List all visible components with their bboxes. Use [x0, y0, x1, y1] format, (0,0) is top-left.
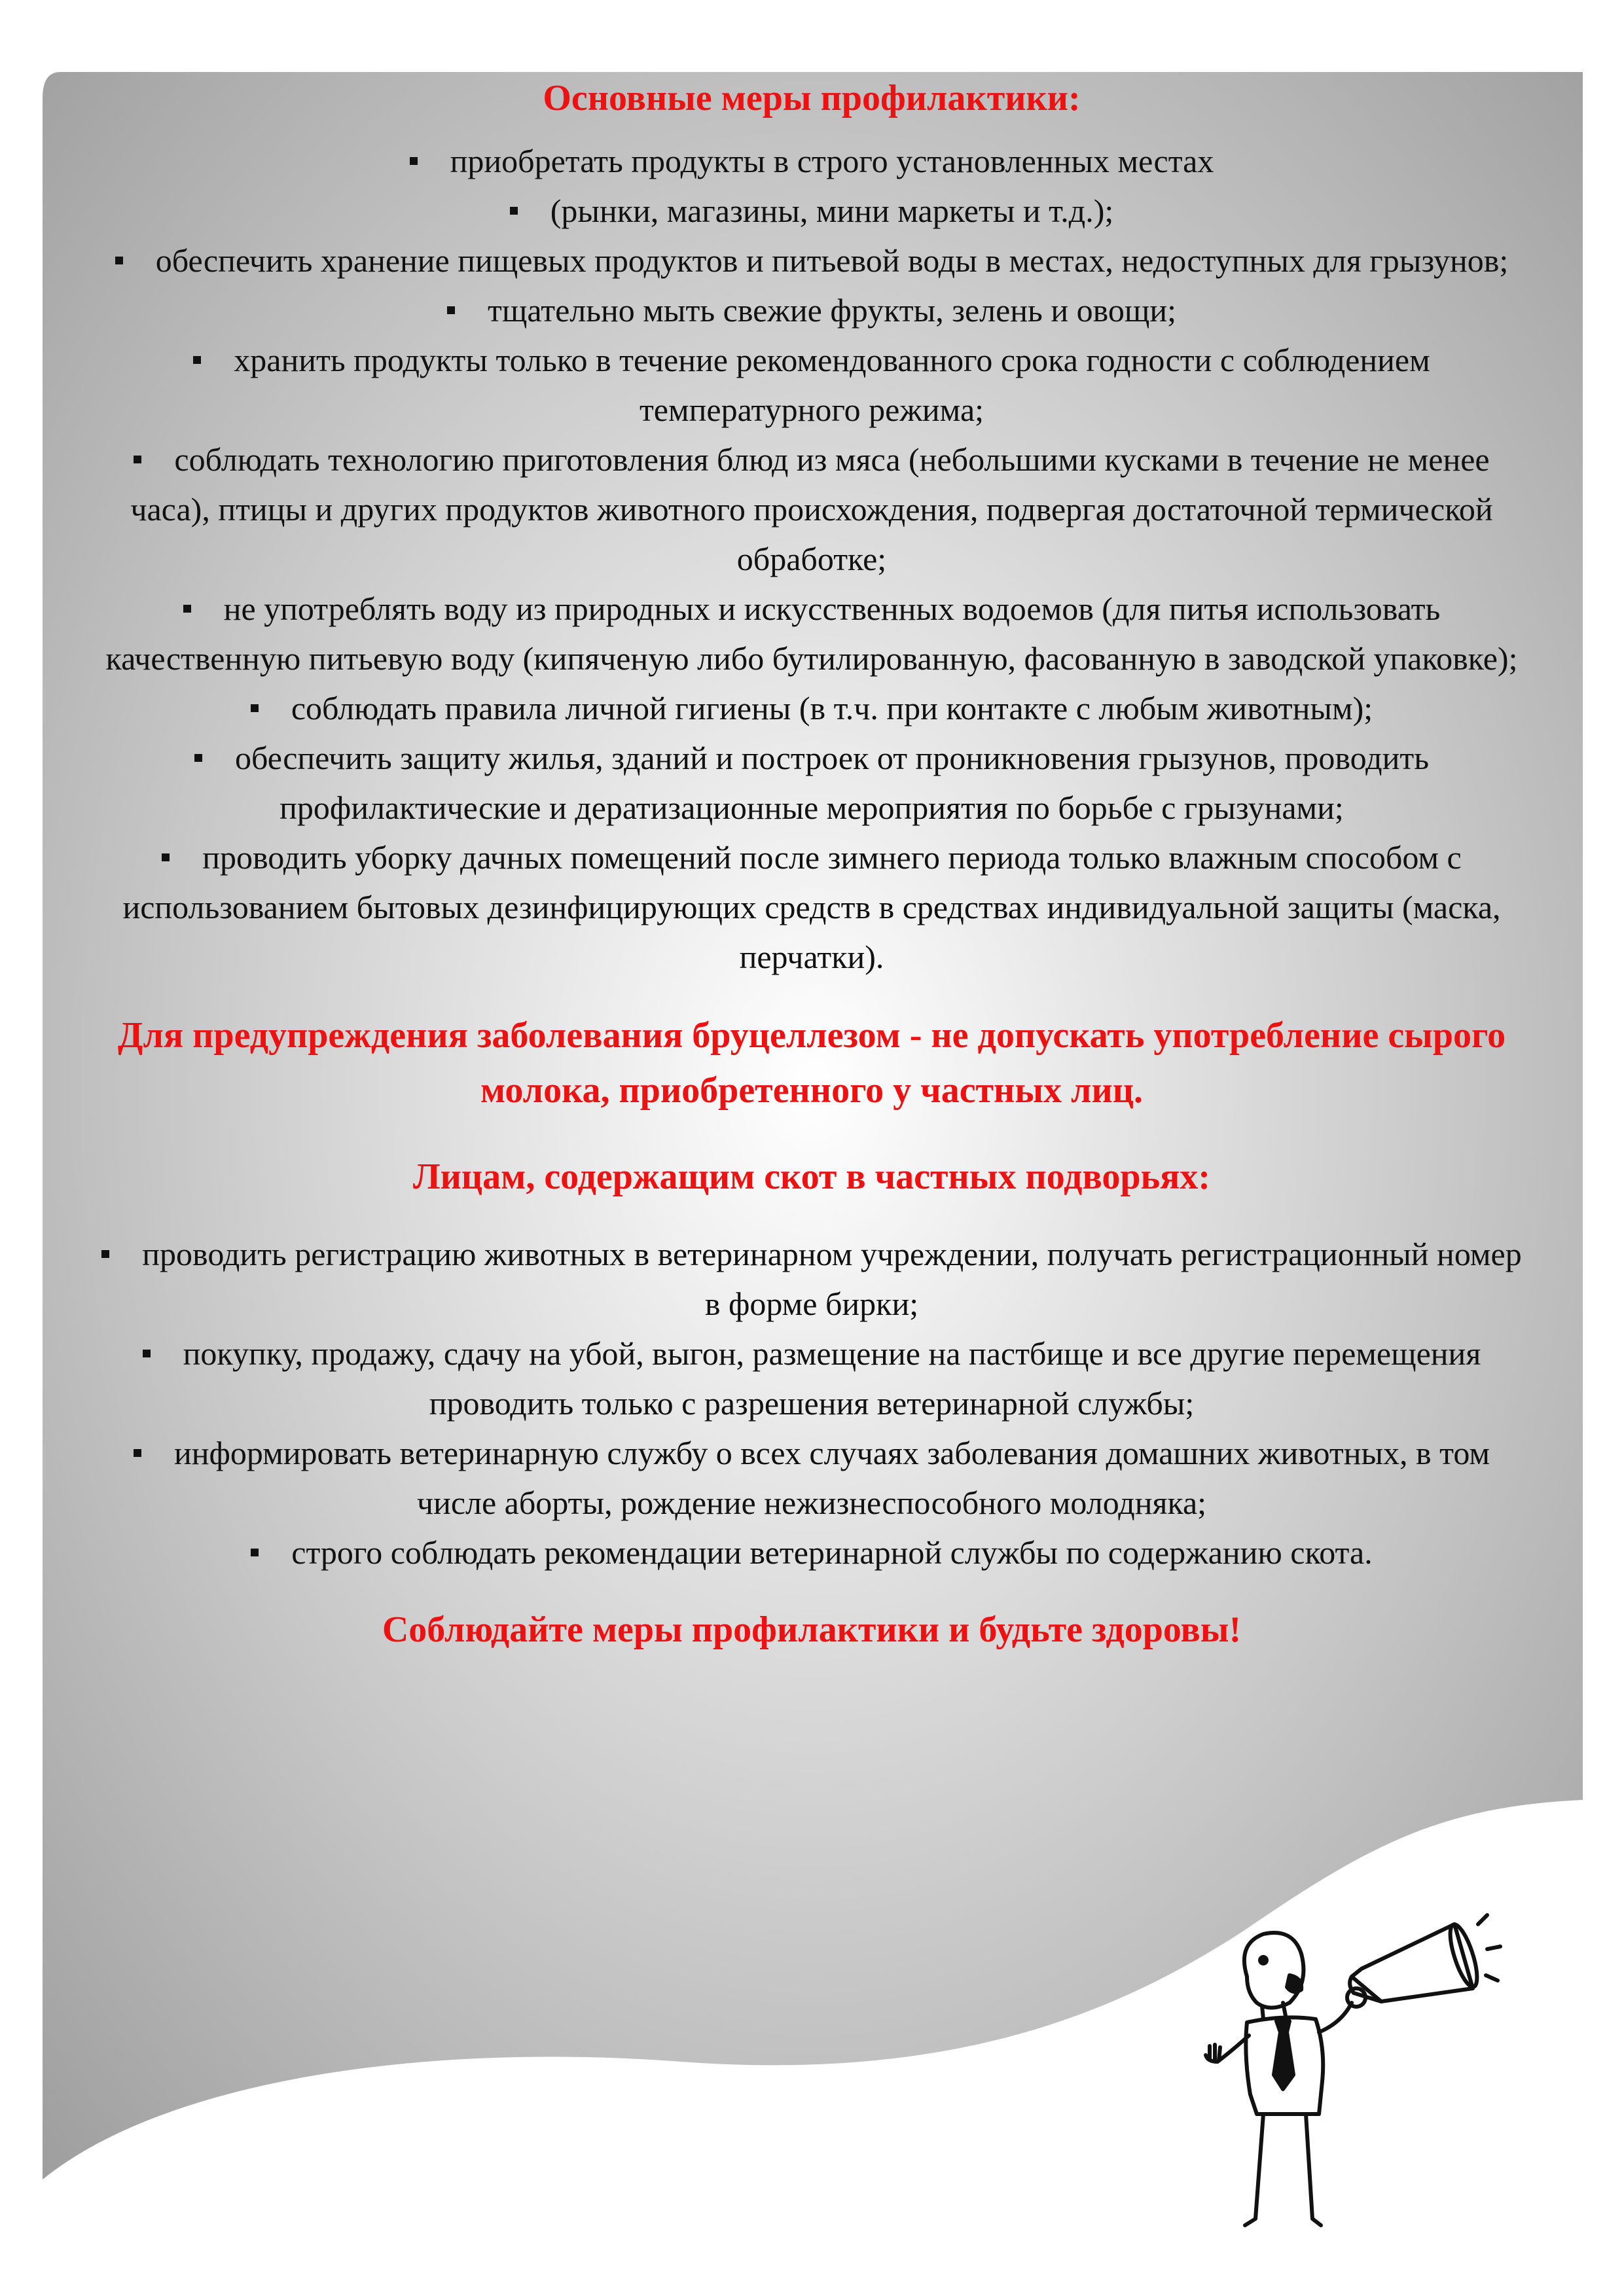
square-bullet-icon	[183, 605, 191, 613]
square-bullet-icon	[251, 1549, 259, 1556]
square-bullet-icon	[510, 207, 518, 215]
livestock-heading: Лицам, содержащим скот в частных подворьях:	[412, 1157, 1211, 1197]
list-item: не употреблять воду из природных и искусственных водоемов (для питья использовать качественную питьевую воду (кипяченую либо бутилированную, фасованную в заводской упаковке);	[105, 590, 1518, 677]
closing-message: Соблюдайте меры профилактики и будьте здоровы!	[382, 1609, 1242, 1650]
main-measures-list	[52, 136, 1571, 982]
list-item: (рынки, магазины, мини маркеты и т.д.);	[52, 186, 1571, 236]
square-bullet-icon	[447, 306, 455, 314]
list-item: приобретать продукты в строго установленных местах	[52, 136, 1571, 186]
list-item: покупку, продажу, сдачу на убой, выгон, размещение на пастбище и все другие перемещения проводить только с разрешения ветеринарной службы;	[52, 1329, 1571, 1428]
list-item: обеспечить хранение пищевых продуктов и питьевой воды в местах, недоступных для грызунов;	[52, 236, 1571, 285]
list-item: тщательно мыть свежие фрукты, зелень и овощи;	[52, 285, 1571, 335]
list-item: информировать ветеринарную службу о всех случаях заболевания домашних животных, в том числе аборты, рождение нежизнеспособного молодняка;	[52, 1428, 1571, 1528]
man-with-megaphone-icon	[1185, 1898, 1551, 2265]
square-bullet-icon	[251, 704, 259, 712]
square-bullet-icon	[115, 257, 123, 264]
list-item: соблюдать правила личной гигиены (в т.ч. при контакте с любым животным);	[52, 683, 1571, 733]
brucellosis-warning: Для предупреждения заболевания бруцеллезом - не допускать употребление сырого молока, приобретенного у частных лиц.	[117, 1015, 1506, 1111]
list-item: проводить регистрацию животных в ветеринарном учреждении, получать регистрационный номер в форме бирки;	[52, 1229, 1571, 1329]
square-bullet-icon	[134, 456, 141, 463]
square-bullet-icon	[143, 1350, 151, 1357]
list-item: проводить уборку дачных помещений после зимнего периода только влажным способом с использованием бытовых дезинфицирующих средств в средствах индивидуальной защиты (маска, перчатки).	[122, 839, 1501, 975]
square-bullet-icon	[134, 1449, 141, 1457]
main-heading: Основные меры профилактики:	[543, 78, 1081, 118]
livestock-measures-list	[52, 1229, 1571, 1577]
square-bullet-icon	[194, 754, 202, 762]
square-bullet-icon	[162, 853, 170, 861]
list-item: обеспечить защиту жилья, зданий и построек от проникновения грызунов, проводить профилактические и дератизационные мероприятия по борьбе с грызунами;	[52, 733, 1571, 833]
list-item: строго соблюдать рекомендации ветеринарной службы по содержанию скота.	[52, 1528, 1571, 1577]
square-bullet-icon	[193, 356, 201, 364]
square-bullet-icon	[410, 157, 418, 165]
square-bullet-icon	[101, 1250, 109, 1258]
list-item: соблюдать технологию приготовления блюд из мяса (небольшими кусками в течение не менее часа), птицы и других продуктов животного происхождения, подвергая достаточной термической обработке;	[130, 441, 1493, 577]
list-item: хранить продукты только в течение рекомендованного срока годности с соблюдением температурного режима;	[52, 335, 1571, 435]
flyer-content	[52, 72, 1571, 1656]
